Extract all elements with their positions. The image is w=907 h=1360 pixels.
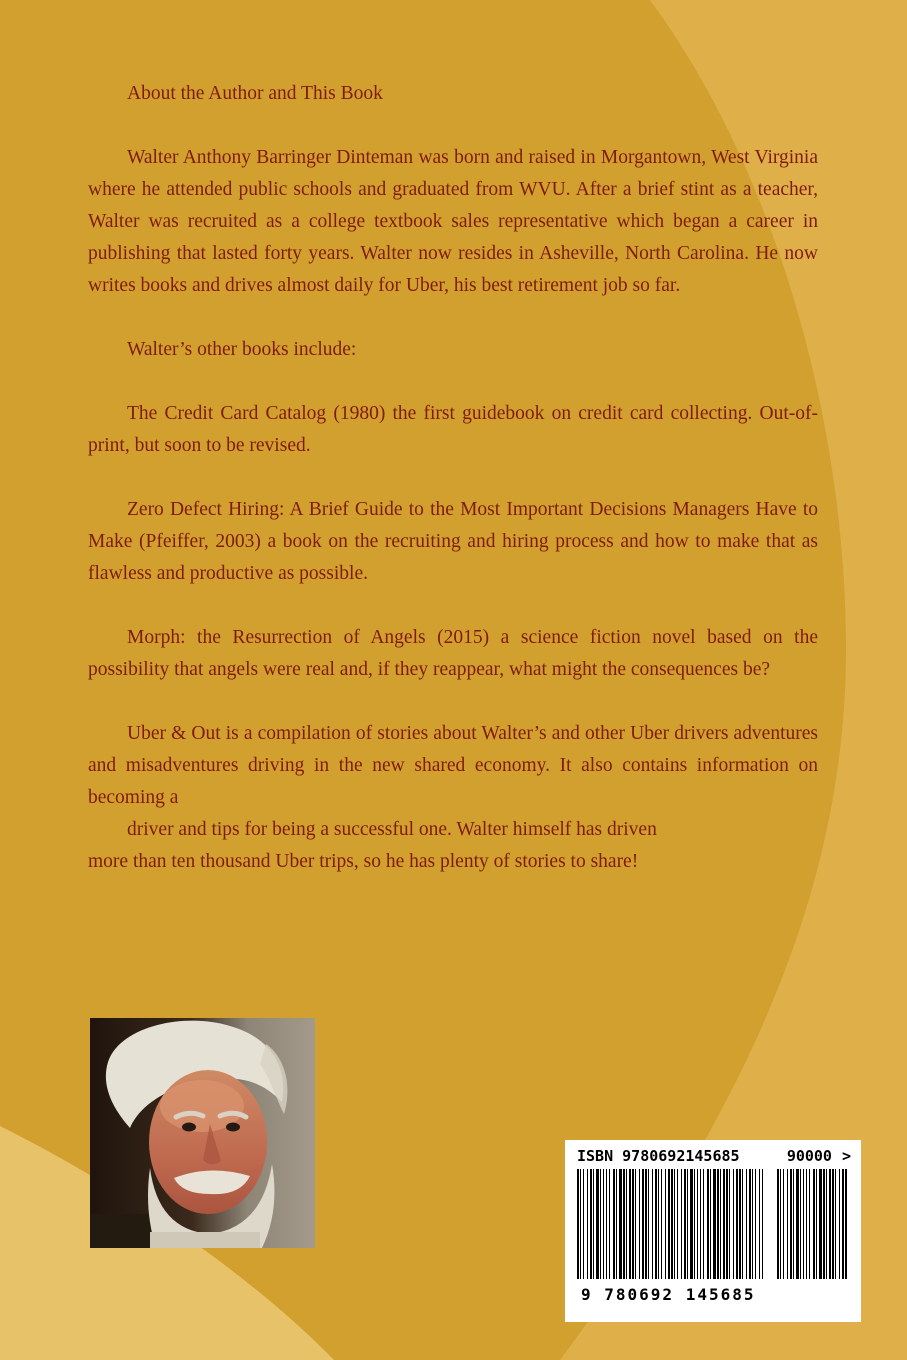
portrait-eye-right [226, 1123, 240, 1132]
portrait-collar [150, 1232, 260, 1248]
isbn-label: ISBN 9780692145685 [577, 1147, 740, 1165]
price-quiet-zone-indicator: > [841, 1147, 851, 1165]
barcode-bars-addon [777, 1169, 847, 1279]
author-portrait-illustration [90, 1018, 315, 1248]
barcode-header [577, 1147, 851, 1165]
barcode [565, 1140, 861, 1322]
portrait-eye-left [182, 1123, 196, 1132]
paragraph: driver and tips for being a successful one. Walter himself has driven [127, 819, 657, 840]
paragraph: Morph: the Resurrection of Angels (2015) a science fiction novel based on the possibility that angels were real and, if they reappear, what might the consequences be? [88, 627, 818, 680]
section-heading: About the Author and This Book [127, 83, 383, 104]
barcode-number: 9 780692 145685 [581, 1285, 756, 1304]
portrait-shoulder-shadow [90, 1214, 160, 1248]
barcode-price [787, 1147, 851, 1165]
author-photo [90, 1018, 315, 1248]
paragraph: more than ten thousand Uber trips, so he has plenty of stories to share! [88, 851, 639, 872]
paragraph: Walter Anthony Barringer Dinteman was born and raised in Morgantown, West Virginia where he attended public schools and graduated from WVU. After a brief stint as a teacher, Walter was recruited as a college textbook sales representative which began a career in publishing that lasted forty years. Walter now resides in Asheville, North Carolina. He now writes books and drives almost daily for Uber, his best retirement job so far. [88, 147, 818, 296]
paragraph: The Credit Card Catalog (1980) the first guidebook on credit card collecting. Out-of-print, but soon to be revised. [88, 403, 818, 456]
barcode-bars-row [577, 1169, 851, 1279]
paragraph-list [88, 142, 818, 878]
price-code: 90000 [786, 1147, 832, 1165]
paragraph: Uber & Out is a compilation of stories about Walter’s and other Uber drivers adventures and misadventures driving in the new shared economy. It also contains information on becoming a [88, 723, 818, 808]
paragraph: Walter’s other books include: [127, 339, 357, 360]
barcode-bars-main [577, 1169, 763, 1279]
paragraph: Zero Defect Hiring: A Brief Guide to the Most Important Decisions Managers Have to Make (Pfeiffer, 2003) a book on the recruiting and hiring process and how to make that as flawless and productive as possible. [88, 499, 818, 584]
about-text-block [88, 78, 818, 878]
